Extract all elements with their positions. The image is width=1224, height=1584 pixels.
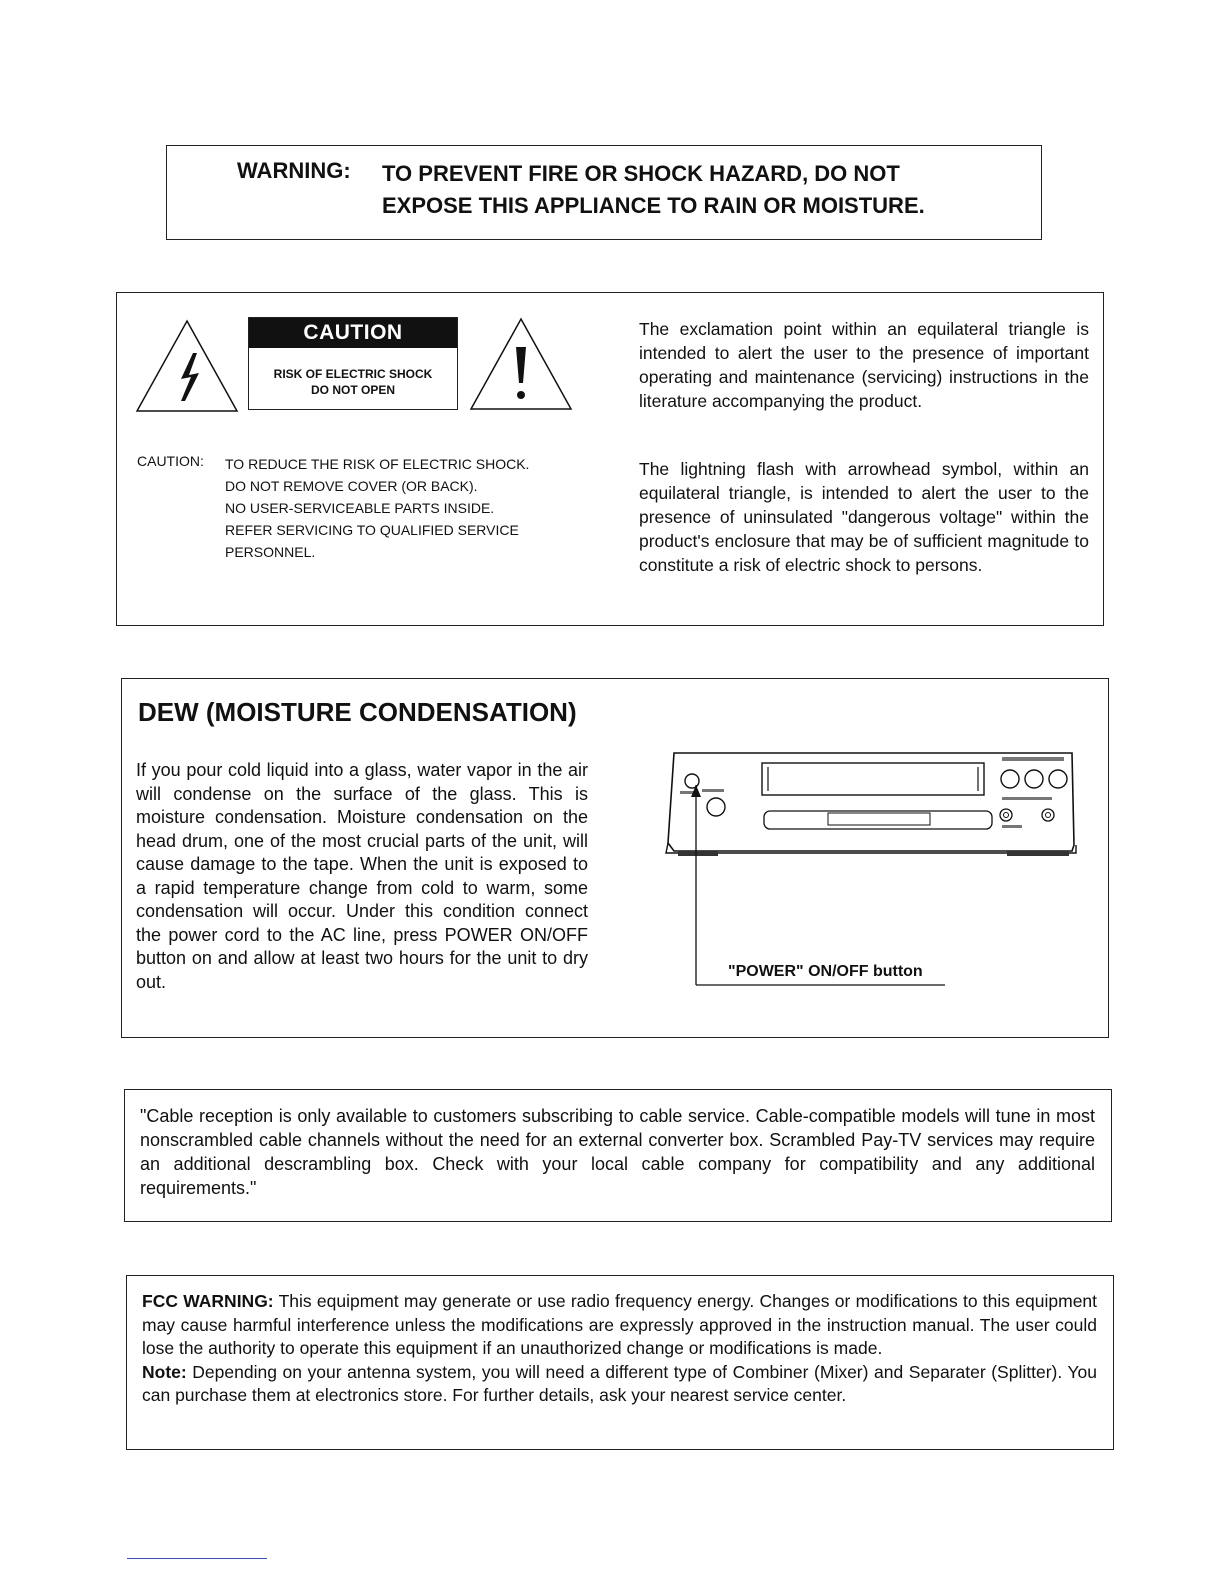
footer-rule bbox=[127, 1558, 267, 1559]
exclamation-explanation: The exclamation point within an equilateral triangle is intended to alert the user to the presence of important operating and maintenance (servicing) instructions in the literature accompanying the product. bbox=[639, 319, 1089, 411]
caution-main-line-1: TO REDUCE THE RISK OF ELECTRIC SHOCK. bbox=[225, 456, 530, 472]
fcc-warning-text: This equipment may generate or use radio frequency energy. Changes or modifications to this equipment may cause harmful interference unless the modifications are expressly approved in the instruction manual. The user could lose the authority to operate this equipment if an unauthorized change or modifications is made. bbox=[142, 1291, 1098, 1358]
caution-main-line-4: REFER SERVICING TO QUALIFIED SERVICE bbox=[225, 522, 519, 538]
dew-title: DEW (MOISTURE CONDENSATION) bbox=[138, 697, 577, 727]
dew-box bbox=[121, 678, 1109, 1038]
caution-main-line-3: NO USER-SERVICEABLE PARTS INSIDE. bbox=[225, 500, 495, 516]
warning-line-2: EXPOSE THIS APPLIANCE TO RAIN OR MOISTURE. bbox=[382, 193, 925, 218]
cable-box bbox=[124, 1089, 1112, 1222]
fcc-note-paragraph bbox=[142, 1361, 1097, 1408]
caution-box bbox=[116, 292, 1104, 626]
warning-box bbox=[166, 145, 1042, 240]
lightning-triangle-icon bbox=[135, 319, 239, 413]
caution-main-line-2: DO NOT REMOVE COVER (OR BACK). bbox=[225, 478, 478, 494]
caution-badge-text bbox=[249, 366, 457, 398]
warning-label: WARNING: bbox=[237, 158, 351, 183]
lightning-explanation: The lightning flash with arrowhead symbol, within an equilateral triangle, is intended to alert the user to the presence of uninsulated "dangerous voltage" within the product's enclosure that may be of sufficient magnitude to constitute a risk of electric shock to persons. bbox=[639, 459, 1089, 575]
dew-body: If you pour cold liquid into a glass, water vapor in the air will condense on the surface of the glass. This is moisture condensation. Moisture condensation on the head drum, one of the most crucial parts of the unit, will cause damage to the tape. When the unit is exposed to a rapid temperature change from cold to warm, some condensation will occur. Under this condition connect the power cord to the AC line, press POWER ON/OFF button on and allow at least two hours for the unit to dry out. bbox=[136, 760, 588, 992]
fcc-note-text: Depending on your antenna system, you will need a different type of Combiner (Mixer) and Separater (Splitter). You can purchase them at electronics store. For further details, ask your nearest service center. bbox=[142, 1361, 1097, 1405]
caution-main-prefix: CAUTION: bbox=[137, 453, 204, 469]
fcc-note-label: Note: bbox=[142, 1361, 187, 1382]
caution-badge-line-1: RISK OF ELECTRIC SHOCK bbox=[273, 367, 433, 381]
caution-badge bbox=[248, 317, 458, 410]
caution-main-lines bbox=[225, 453, 529, 563]
warning-line-1: TO PREVENT FIRE OR SHOCK HAZARD, DO NOT bbox=[382, 161, 900, 186]
cable-text: "Cable reception is only available to customers subscribing to cable service. Cable-compatible models will tune in most nonscrambled cable channels without the need for an external converter box. Scrambled Pay-TV services may require an additional descrambling box. Check with your local cable company for compatibility and any additional requirements." bbox=[140, 1106, 1095, 1198]
power-button-caption: "POWER" ON/OFF button bbox=[728, 963, 923, 980]
warning-text bbox=[382, 158, 925, 222]
caution-main-line-5: PERSONNEL. bbox=[225, 544, 316, 560]
fcc-warning-paragraph bbox=[142, 1290, 1097, 1361]
fcc-warning-label: FCC WARNING: bbox=[142, 1291, 274, 1311]
caution-badge-title: CAUTION bbox=[249, 318, 457, 348]
caution-badge-line-2: DO NOT OPEN bbox=[310, 383, 395, 397]
fcc-box bbox=[126, 1275, 1114, 1450]
exclamation-triangle-icon bbox=[469, 317, 573, 413]
fcc-text bbox=[142, 1290, 1097, 1408]
